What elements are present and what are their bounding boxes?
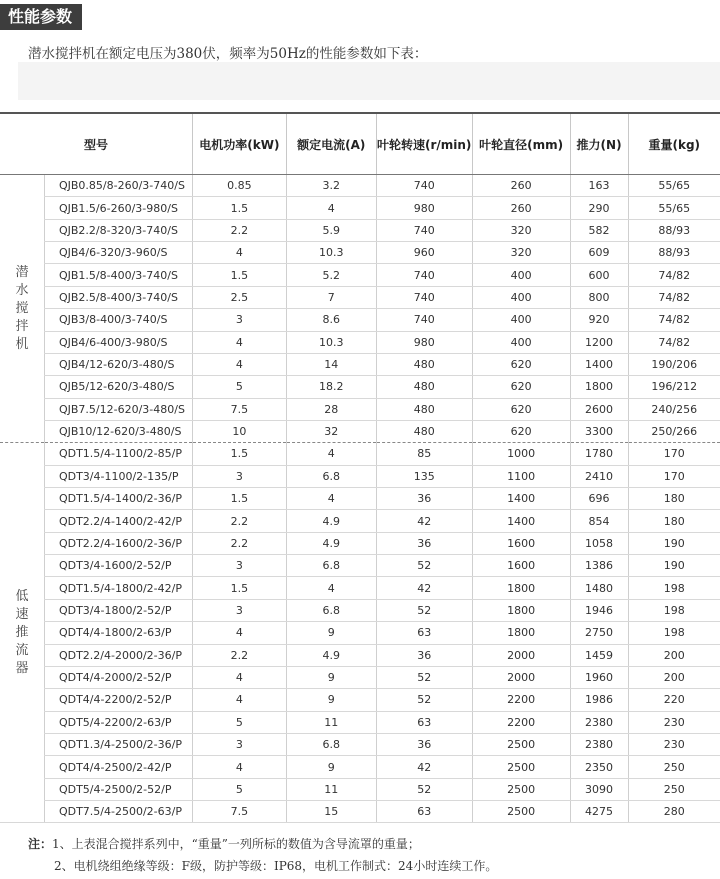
table-row [0, 555, 720, 577]
value-cell: 8.6 [286, 309, 376, 331]
model-cell: QDT3/4-1600/2-52/P [44, 555, 192, 577]
table-row [0, 599, 720, 621]
value-cell: 480 [376, 376, 472, 398]
model-cell: QJB0.85/8-260/3-740/S [44, 175, 192, 197]
value-cell: 52 [376, 555, 472, 577]
intro-text: 潜水搅拌机在额定电压为380伏，频率为50Hz的性能参数如下表： [28, 46, 428, 62]
value-cell: 290 [570, 197, 628, 219]
value-cell: 280 [628, 801, 720, 823]
value-cell: 1780 [570, 443, 628, 465]
table-row [0, 286, 720, 308]
group-label-char: 推 [15, 624, 29, 640]
value-cell: 1.5 [192, 443, 286, 465]
value-cell: 960 [376, 242, 472, 264]
model-cell: QDT1.5/4-1100/2-85/P [44, 443, 192, 465]
value-cell: 198 [628, 577, 720, 599]
value-cell: 52 [376, 666, 472, 688]
value-cell: 1400 [570, 353, 628, 375]
value-cell: 2500 [472, 801, 570, 823]
value-cell: 740 [376, 219, 472, 241]
model-cell: QDT4/4-2500/2-42/P [44, 756, 192, 778]
value-cell: 1946 [570, 599, 628, 621]
value-cell: 6.8 [286, 599, 376, 621]
column-header: 额定电流(A) [286, 113, 376, 175]
model-cell: QJB4/6-400/3-980/S [44, 331, 192, 353]
group-label [0, 443, 44, 823]
group-label-char: 流 [15, 642, 29, 658]
notes [28, 833, 497, 877]
model-cell: QDT4/4-2000/2-52/P [44, 666, 192, 688]
value-cell: 1800 [472, 622, 570, 644]
value-cell: 2000 [472, 644, 570, 666]
value-cell: 10 [192, 420, 286, 442]
value-cell: 42 [376, 577, 472, 599]
value-cell: 9 [286, 689, 376, 711]
value-cell: 5.9 [286, 219, 376, 241]
value-cell: 74/82 [628, 264, 720, 286]
model-cell: QDT3/4-1800/2-52/P [44, 599, 192, 621]
value-cell: 1.5 [192, 264, 286, 286]
value-cell: 180 [628, 510, 720, 532]
model-cell: QJB10/12-620/3-480/S [44, 420, 192, 442]
value-cell: 230 [628, 733, 720, 755]
value-cell: 88/93 [628, 219, 720, 241]
table-row [0, 219, 720, 241]
value-cell: 15 [286, 801, 376, 823]
model-cell: QDT1.3/4-2500/2-36/P [44, 733, 192, 755]
value-cell: 5 [192, 711, 286, 733]
value-cell: 196/212 [628, 376, 720, 398]
value-cell: 52 [376, 689, 472, 711]
model-cell: QJB1.5/6-260/3-980/S [44, 197, 192, 219]
value-cell: 3 [192, 555, 286, 577]
value-cell: 9 [286, 756, 376, 778]
column-header: 型号 [0, 113, 192, 175]
value-cell: 320 [472, 242, 570, 264]
value-cell: 609 [570, 242, 628, 264]
value-cell: 4 [192, 756, 286, 778]
value-cell: 2750 [570, 622, 628, 644]
value-cell: 11 [286, 778, 376, 800]
table-header-row [0, 113, 720, 175]
value-cell: 1400 [472, 488, 570, 510]
value-cell: 1600 [472, 532, 570, 554]
value-cell: 3 [192, 465, 286, 487]
value-cell: 4 [192, 689, 286, 711]
value-cell: 5 [192, 376, 286, 398]
value-cell: 10.3 [286, 331, 376, 353]
value-cell: 4 [286, 443, 376, 465]
value-cell: 4 [286, 577, 376, 599]
value-cell: 250 [628, 778, 720, 800]
value-cell: 2500 [472, 756, 570, 778]
value-cell: 2380 [570, 733, 628, 755]
table-row [0, 353, 720, 375]
value-cell: 2.5 [192, 286, 286, 308]
value-cell: 1400 [472, 510, 570, 532]
value-cell: 854 [570, 510, 628, 532]
value-cell: 740 [376, 175, 472, 197]
value-cell: 88/93 [628, 242, 720, 264]
value-cell: 6.8 [286, 733, 376, 755]
value-cell: 2410 [570, 465, 628, 487]
value-cell: 85 [376, 443, 472, 465]
value-cell: 2.2 [192, 219, 286, 241]
value-cell: 480 [376, 353, 472, 375]
section-header [0, 0, 720, 34]
value-cell: 2.2 [192, 644, 286, 666]
table-row [0, 465, 720, 487]
model-cell: QDT5/4-2200/2-63/P [44, 711, 192, 733]
value-cell: 74/82 [628, 331, 720, 353]
value-cell: 55/65 [628, 175, 720, 197]
value-cell: 36 [376, 532, 472, 554]
value-cell: 1986 [570, 689, 628, 711]
value-cell: 63 [376, 622, 472, 644]
table-row [0, 622, 720, 644]
model-cell: QDT4/4-1800/2-63/P [44, 622, 192, 644]
value-cell: 1960 [570, 666, 628, 688]
value-cell: 3.2 [286, 175, 376, 197]
value-cell: 7 [286, 286, 376, 308]
value-cell: 220 [628, 689, 720, 711]
table-row [0, 242, 720, 264]
value-cell: 240/256 [628, 398, 720, 420]
value-cell: 2200 [472, 711, 570, 733]
value-cell: 1058 [570, 532, 628, 554]
model-cell: QJB4/6-320/3-960/S [44, 242, 192, 264]
value-cell: 198 [628, 599, 720, 621]
model-cell: QDT2.2/4-1600/2-36/P [44, 532, 192, 554]
value-cell: 4 [192, 242, 286, 264]
model-cell: QDT2.2/4-2000/2-36/P [44, 644, 192, 666]
value-cell: 4.9 [286, 644, 376, 666]
table-row [0, 197, 720, 219]
value-cell: 9 [286, 666, 376, 688]
value-cell: 7.5 [192, 801, 286, 823]
value-cell: 620 [472, 353, 570, 375]
column-header: 重量(kg) [628, 113, 720, 175]
group-label-char: 器 [15, 660, 29, 676]
group-label-char: 搅 [15, 300, 29, 316]
table-row [0, 175, 720, 197]
value-cell: 55/65 [628, 197, 720, 219]
value-cell: 2380 [570, 711, 628, 733]
value-cell: 620 [472, 420, 570, 442]
value-cell: 600 [570, 264, 628, 286]
note-line-2 [28, 855, 497, 877]
value-cell: 42 [376, 510, 472, 532]
note-line-1 [28, 833, 497, 855]
value-cell: 198 [628, 622, 720, 644]
intro-band [18, 62, 720, 100]
model-cell: QJB4/12-620/3-480/S [44, 353, 192, 375]
value-cell: 9 [286, 622, 376, 644]
column-header: 叶轮直径(mm) [472, 113, 570, 175]
value-cell: 800 [570, 286, 628, 308]
value-cell: 400 [472, 309, 570, 331]
value-cell: 4 [286, 488, 376, 510]
value-cell: 1386 [570, 555, 628, 577]
value-cell: 3 [192, 733, 286, 755]
value-cell: 250 [628, 756, 720, 778]
table-row [0, 420, 720, 442]
value-cell: 400 [472, 331, 570, 353]
value-cell: 740 [376, 309, 472, 331]
value-cell: 3 [192, 599, 286, 621]
value-cell: 1100 [472, 465, 570, 487]
value-cell: 740 [376, 264, 472, 286]
value-cell: 6.8 [286, 465, 376, 487]
value-cell: 170 [628, 465, 720, 487]
note-text-2: 2、电机绕组绝缘等级：F级，防护等级：IP68，电机工作制式：24小时连续工作。 [54, 859, 498, 873]
column-header: 电机功率(kW) [192, 113, 286, 175]
group-label [0, 175, 44, 443]
value-cell: 200 [628, 666, 720, 688]
value-cell: 190/206 [628, 353, 720, 375]
notes-label: 注： [28, 837, 53, 851]
model-cell: QJB2.5/8-400/3-740/S [44, 286, 192, 308]
value-cell: 11 [286, 711, 376, 733]
table-row [0, 488, 720, 510]
model-cell: QDT7.5/4-2500/2-63/P [44, 801, 192, 823]
group-label-char: 水 [15, 282, 29, 298]
value-cell: 32 [286, 420, 376, 442]
value-cell: 980 [376, 197, 472, 219]
table-body [0, 175, 720, 823]
value-cell: 14 [286, 353, 376, 375]
table-row [0, 711, 720, 733]
value-cell: 10.3 [286, 242, 376, 264]
model-cell: QDT5/4-2500/2-52/P [44, 778, 192, 800]
table-row [0, 756, 720, 778]
table-row [0, 778, 720, 800]
table-row [0, 689, 720, 711]
value-cell: 63 [376, 711, 472, 733]
group-label-char: 低 [15, 588, 29, 604]
value-cell: 920 [570, 309, 628, 331]
value-cell: 2600 [570, 398, 628, 420]
value-cell: 480 [376, 420, 472, 442]
value-cell: 180 [628, 488, 720, 510]
value-cell: 18.2 [286, 376, 376, 398]
section-title-badge: 性能参数 [0, 4, 82, 30]
value-cell: 170 [628, 443, 720, 465]
value-cell: 74/82 [628, 286, 720, 308]
value-cell: 3090 [570, 778, 628, 800]
value-cell: 36 [376, 488, 472, 510]
value-cell: 1000 [472, 443, 570, 465]
value-cell: 135 [376, 465, 472, 487]
value-cell: 4 [192, 353, 286, 375]
value-cell: 1459 [570, 644, 628, 666]
spec-table [0, 112, 720, 823]
group-label-char: 拌 [15, 318, 29, 334]
value-cell: 7.5 [192, 398, 286, 420]
value-cell: 400 [472, 286, 570, 308]
table-row [0, 733, 720, 755]
value-cell: 5 [192, 778, 286, 800]
model-cell: QDT4/4-2200/2-52/P [44, 689, 192, 711]
value-cell: 63 [376, 801, 472, 823]
value-cell: 4.9 [286, 510, 376, 532]
value-cell: 1480 [570, 577, 628, 599]
value-cell: 190 [628, 555, 720, 577]
value-cell: 52 [376, 599, 472, 621]
value-cell: 5.2 [286, 264, 376, 286]
value-cell: 4 [192, 666, 286, 688]
model-cell: QJB2.2/8-320/3-740/S [44, 219, 192, 241]
value-cell: 582 [570, 219, 628, 241]
value-cell: 696 [570, 488, 628, 510]
table-row [0, 644, 720, 666]
group-label-char: 潜 [15, 264, 29, 280]
value-cell: 740 [376, 286, 472, 308]
value-cell: 260 [472, 175, 570, 197]
table-row [0, 309, 720, 331]
value-cell: 4 [286, 197, 376, 219]
value-cell: 190 [628, 532, 720, 554]
table-row [0, 376, 720, 398]
value-cell: 480 [376, 398, 472, 420]
table-row [0, 510, 720, 532]
value-cell: 1.5 [192, 577, 286, 599]
value-cell: 74/82 [628, 309, 720, 331]
group-label-char: 速 [15, 606, 29, 622]
column-header: 叶轮转速(r/min) [376, 113, 472, 175]
value-cell: 400 [472, 264, 570, 286]
model-cell: QJB1.5/8-400/3-740/S [44, 264, 192, 286]
value-cell: 230 [628, 711, 720, 733]
value-cell: 28 [286, 398, 376, 420]
value-cell: 42 [376, 756, 472, 778]
value-cell: 320 [472, 219, 570, 241]
value-cell: 52 [376, 778, 472, 800]
value-cell: 2500 [472, 778, 570, 800]
value-cell: 620 [472, 398, 570, 420]
table-row [0, 666, 720, 688]
value-cell: 163 [570, 175, 628, 197]
group-label-char: 机 [15, 336, 29, 352]
value-cell: 6.8 [286, 555, 376, 577]
value-cell: 200 [628, 644, 720, 666]
value-cell: 2000 [472, 666, 570, 688]
model-cell: QDT2.2/4-1400/2-42/P [44, 510, 192, 532]
value-cell: 2350 [570, 756, 628, 778]
value-cell: 1600 [472, 555, 570, 577]
value-cell: 1.5 [192, 488, 286, 510]
value-cell: 260 [472, 197, 570, 219]
value-cell: 980 [376, 331, 472, 353]
table-row [0, 532, 720, 554]
value-cell: 3300 [570, 420, 628, 442]
value-cell: 2.2 [192, 510, 286, 532]
value-cell: 2500 [472, 733, 570, 755]
value-cell: 2200 [472, 689, 570, 711]
table-row [0, 801, 720, 823]
column-header: 推力(N) [570, 113, 628, 175]
table-row [0, 577, 720, 599]
value-cell: 620 [472, 376, 570, 398]
value-cell: 3 [192, 309, 286, 331]
value-cell: 4 [192, 331, 286, 353]
value-cell: 1200 [570, 331, 628, 353]
value-cell: 0.85 [192, 175, 286, 197]
value-cell: 4 [192, 622, 286, 644]
model-cell: QJB3/8-400/3-740/S [44, 309, 192, 331]
value-cell: 1800 [472, 577, 570, 599]
table-row [0, 264, 720, 286]
value-cell: 1.5 [192, 197, 286, 219]
note-text-1: 1、上表混合搅拌系列中，“重量”一列所标的数值为含导流罩的重量； [52, 837, 420, 851]
value-cell: 36 [376, 733, 472, 755]
value-cell: 1800 [570, 376, 628, 398]
model-cell: QJB5/12-620/3-480/S [44, 376, 192, 398]
table-row [0, 331, 720, 353]
model-cell: QDT1.5/4-1800/2-42/P [44, 577, 192, 599]
value-cell: 250/266 [628, 420, 720, 442]
table-row [0, 443, 720, 465]
model-cell: QDT3/4-1100/2-135/P [44, 465, 192, 487]
model-cell: QDT1.5/4-1400/2-36/P [44, 488, 192, 510]
value-cell: 36 [376, 644, 472, 666]
value-cell: 1800 [472, 599, 570, 621]
table-row [0, 398, 720, 420]
value-cell: 4275 [570, 801, 628, 823]
model-cell: QJB7.5/12-620/3-480/S [44, 398, 192, 420]
value-cell: 2.2 [192, 532, 286, 554]
value-cell: 4.9 [286, 532, 376, 554]
